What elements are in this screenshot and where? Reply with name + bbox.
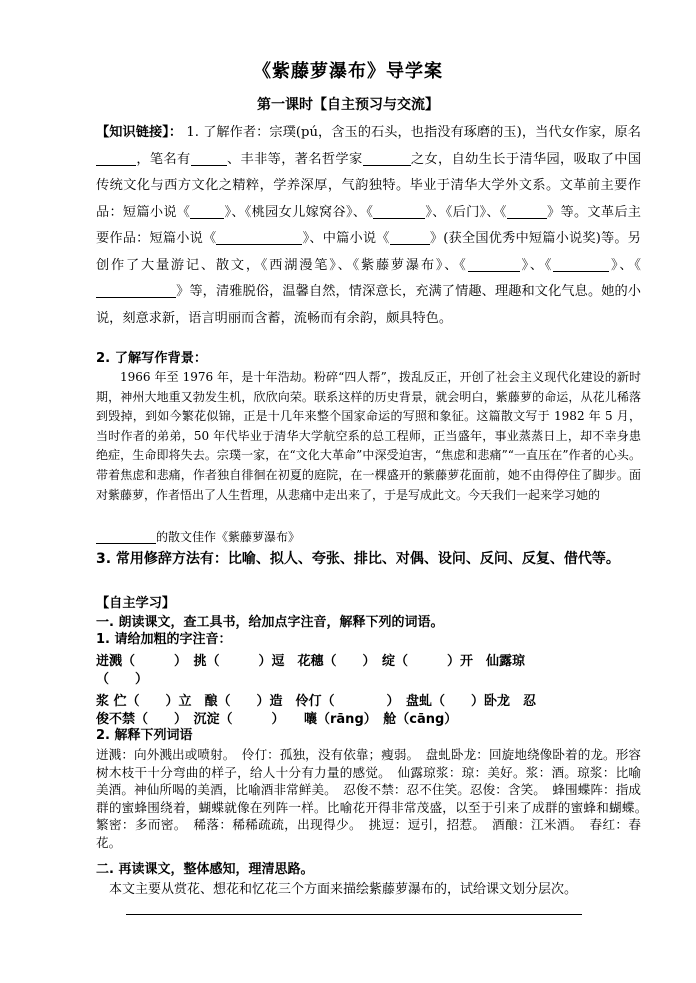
knowledge-link-section: [96, 120, 641, 332]
author-intro-text: 》等。文革后主要作品：短篇小说《: [96, 204, 641, 246]
author-intro-text: 》、中篇小说《: [302, 231, 390, 246]
fill-blank: [216, 230, 302, 245]
fill-blank: [96, 283, 176, 298]
author-intro-text: 、丰非等，著名哲学家: [226, 151, 363, 167]
fill-blank: [373, 204, 425, 219]
fill-blank: [553, 257, 609, 272]
knowledge-label: 【知识链接】：: [96, 125, 183, 140]
background-tail: [96, 528, 641, 548]
step-two: 二. 再读课文，整体感知，理清思路。: [96, 862, 314, 877]
fill-blank: [390, 230, 430, 245]
page-title: 《紫藤萝瀑布》导学案: [253, 61, 443, 82]
author-intro-text: 》、《: [519, 257, 554, 273]
fill-blank: [468, 257, 520, 272]
author-intro-text: ，笔名有: [136, 151, 191, 167]
fill-blank: [507, 204, 547, 219]
pinyin-row-1: 迸溅（ ） 挑（ ）逗 花穗（ ） 绽（ ）开 仙露琼: [96, 654, 526, 669]
question-two: 2. 解释下列词语: [96, 728, 193, 743]
self-study-label: [96, 594, 641, 614]
word-definitions: 迸溅：向外溅出或喷射。 伶仃：孤独，没有依靠；瘦弱。 盘虬卧龙：回旋地绕像卧着的龙。形容树木枝干十分弯曲的样子，给人十分有力量的感觉。 仙露琼浆：琼：美好。浆：酒。琼浆：比喻美酒。神仙所喝的美酒，比喻酒非常鲜美。 忍俊不禁：忍不住笑。忍俊：含笑。 蜂围蝶阵：指成群的蜜蜂围绕着，蝴蝶就像在列阵一样。比喻花开得非常茂盛，以至于引来了成群的蜜蜂和蝴蝶。 繁密：多而密。 稀落：稀稀疏疏，出现得少。 挑逗：逗引，招惹。 酒酿：江米酒。 春红：春花。: [96, 747, 654, 850]
fill-blank: [191, 151, 227, 166]
section-subtitle: 第一课时【自主预习与交流】: [257, 97, 439, 113]
step-one: 一. 朗读课文，查工具书，给加点字注音，解释下列的词语。: [96, 615, 444, 630]
author-intro-text: 》(获全国优秀中短篇小说奖)等。另创作了大量游记、散文，《西湖漫笔》、《紫藤萝瀑布》、《: [96, 231, 641, 273]
rhetoric-methods: 3. 常用修辞方法有：比喻、拟人、夸张、排比、对偶、设问、反问、反复、借代等。: [96, 551, 620, 567]
fill-blank: [96, 529, 156, 544]
pinyin-row-4: 俊不禁（ ） 沉淀（ ） 嚷（rāng） 舱（cāng）: [96, 712, 458, 727]
pinyin-row-2: （ ）: [96, 672, 149, 687]
self-study-label-text: 【自主学习】: [96, 596, 176, 611]
background-heading-text: 2. 了解写作背景：: [96, 351, 208, 366]
author-intro-text: 》等，清雅脱俗，温馨自然，情深意长，充满了情趣、理趣和文化气息。她的小说，刻意求新，语言明丽而含蓄，流畅而有余韵，颇具特色。: [96, 284, 641, 326]
author-intro-text: 之女，自幼生长于清华园，吸取了中国传统文化与西方文化之精粹，学养深厚，气韵独特。毕业于清华大学外文系。文革前主要作品：短篇小说《: [96, 151, 642, 220]
fill-blank: [363, 151, 411, 166]
layering-task: 本文主要从赏花、想花和忆花三个方面来描绘紫藤萝瀑布的，试给课文划分层次。: [109, 882, 578, 897]
background-tail-text: 的散文佳作《紫藤萝瀑布》: [156, 530, 301, 544]
author-intro-text: 1. 了解作者：宗璞(pú，含玉的石头，也指没有琢磨的玉)，当代女作家，原名: [186, 125, 641, 140]
fill-blank: [190, 204, 224, 219]
question-one: 1. 请给加粗的字注音：: [96, 632, 232, 647]
pinyin-row-3: 浆 伫（ ）立 酿（ ）造 伶仃（ ） 盘虬（ ）卧龙 忍: [96, 694, 537, 709]
author-intro-text: 》、《桃园女儿嫁窝谷》、《: [224, 204, 374, 220]
author-intro-text: 》、《后门》、《: [425, 204, 507, 220]
author-intro-text: 》、《: [609, 257, 641, 273]
background-paragraph: 1966 年至 1976 年，是十年浩劫。粉碎“四人帮”，拨乱反正，开创了社会主义现代化建设的新时期，神州大地重又勃发生机，欣欣向荣。联系这样的历史背景，就会明白，紫藤萝的命运，从花儿稀落到毁掉，到如今繁花似锦，正是十几年来整个国家命运的写照和象征。这篇散文写于 1982 年 5 月，当时作者的弟弟，50 年代毕业于清华大学航空系的总工程师，正当盛年，事业蒸蒸日上，却不幸身患绝症，生命即将失去。宗璞一家，在“文化大革命”中深受迫害，“焦虑和悲痛”“一直压在”作者的心头。带着焦虑和悲痛，作者独自徘徊在初夏的庭院，在一棵盛开的紫藤萝花面前，她不由得停住了脚步。面对紫藤萝，作者悟出了人生哲理，从悲痛中走出来了，于是写成此文。今天我们一起来学习她的: [96, 370, 641, 502]
answer-line: [126, 914, 582, 915]
fill-blank: [96, 151, 136, 166]
